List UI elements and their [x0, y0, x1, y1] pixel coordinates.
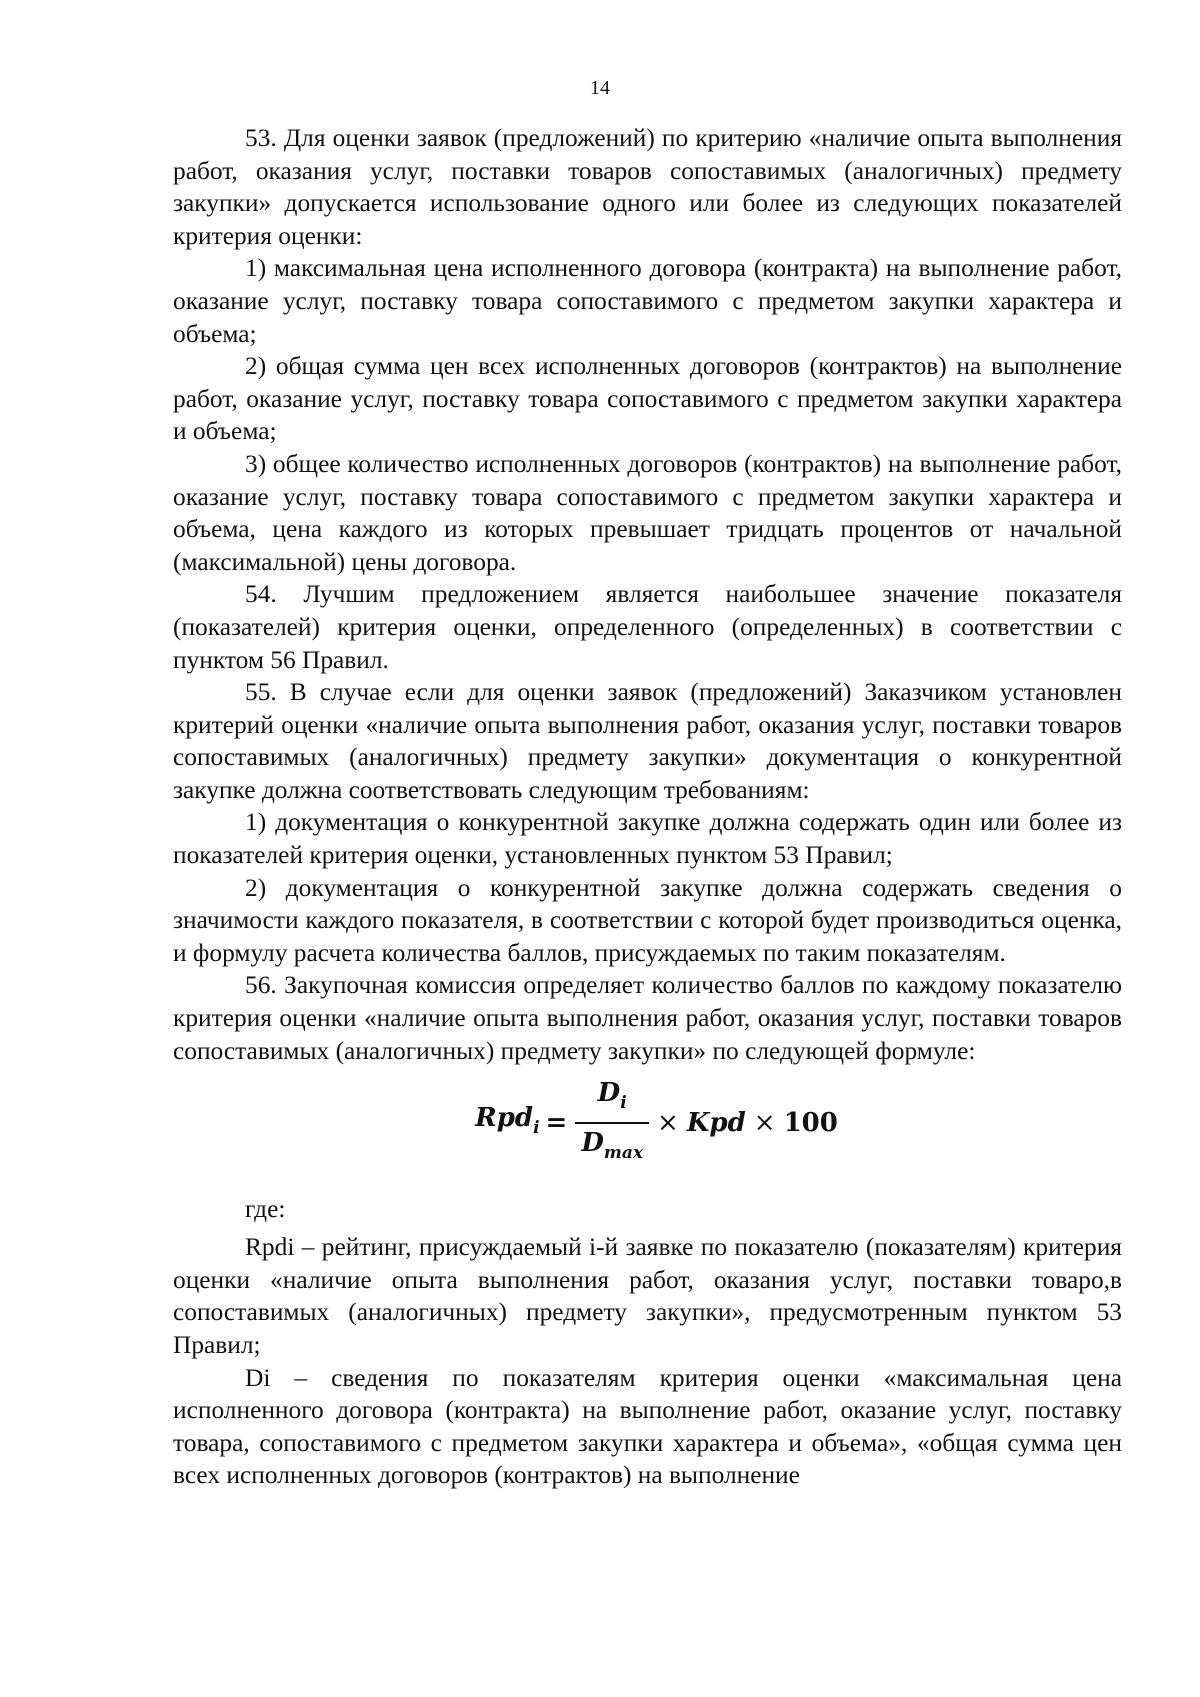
where-line: [173, 1179, 1122, 1231]
definition-di: Di – сведения по показателям критерия оценки «максимальная цена исполненного договора (контракта) на выполнение работ, оказание услуг, поставку товара, сопоставимого с предметом закупки характера и объема», «общая сумма цен всех исполненных договоров (контрактов) на выполнение: [173, 1363, 1122, 1490]
list-item-55-2: 2) документация о конкурентной закупке должна содержать сведения о значимости каждого показателя, в соответствии с которой будет производиться оценка, и формулу расчета количества баллов, присуждаемых по таким показателям.: [173, 873, 1122, 967]
definition-rpdi: Rpdi – рейтинг, присуждаемый i-й заявке по показателю (показателям) критерия оценки «наличие опыта выполнения работ, оказания услуг, поставки товаро,в сопоставимых (аналогичных) предмету закупки», предусмотренным пунктом 53 Правил;: [173, 1233, 1122, 1359]
formula-denominator-subscript: max: [603, 1143, 644, 1164]
formula-times-1: ×: [657, 1107, 679, 1138]
formula-numerator: [592, 1078, 633, 1122]
formula-lhs: [475, 1102, 539, 1145]
page-number: 14: [590, 77, 610, 99]
formula-denominator-symbol: D: [581, 1128, 604, 1159]
where-label: где:: [245, 1195, 286, 1224]
paragraph-53: 53. Для оценки заявок (предложений) по критерию «наличие опыта выполнения работ, оказания услуг, поставки товаров сопоставимых (аналогичных) предмету закупки» допускается использование одного или более из следующих показателей критерия оценки:: [173, 124, 1122, 250]
document-body: [173, 122, 1122, 1492]
formula-fraction: [575, 1078, 649, 1168]
formula-factor: Kpd: [686, 1107, 746, 1138]
formula-constant: 100: [783, 1107, 838, 1138]
formula-lhs-subscript: i: [533, 1117, 540, 1138]
formula-lhs-symbol: Rpd: [475, 1102, 534, 1133]
list-item-53-3: 3) общее количество исполненных договоров (контрактов) на выполнение работ, оказание услуг, поставку товара сопоставимого с предметом закупки характера и объема, цена каждого из которых превышает тридцать процентов от начальной (максимальной) цены договора.: [173, 449, 1122, 576]
formula-numerator-subscript: i: [620, 1093, 627, 1114]
paragraph-55: 55. В случае если для оценки заявок (предложений) Заказчиком установлен критерий оценки «наличие опыта выполнения работ, оказания услуг, поставки товаров сопоставимых (аналогичных) предмету закупки» документация о конкурентной закупке должна соответствовать следующим требованиям:: [173, 678, 1122, 804]
formula-denominator: [575, 1124, 649, 1168]
paragraph-54: 54. Лучшим предложением является наибольшее значение показателя (показателей) критерия оценки, определенного (определенных) в соответствии с пунктом 56 Правил.: [173, 580, 1122, 674]
paragraph-56: 56. Закупочная комиссия определяет количество баллов по каждому показателю критерия оценки «наличие опыта выполнения работ, оказания услуг, поставки товаров сопоставимых (аналогичных) предмету закупки» по следующей формуле:: [173, 971, 1122, 1065]
formula-numerator-symbol: D: [597, 1078, 621, 1109]
formula-equals: =: [545, 1107, 568, 1138]
formula-times-2: ×: [753, 1107, 776, 1138]
list-item-53-1: 1) максимальная цена исполненного договора (контракта) на выполнение работ, оказание услуг, поставку товара сопоставимого с предметом закупки характера и объема;: [173, 254, 1122, 348]
list-item-53-2: 2) общая сумма цен всех исполненных договоров (контрактов) на выполнение работ, оказание услуг, поставку товара сопоставимого с предметом закупки характера и объема;: [173, 352, 1122, 446]
list-item-55-1: 1) документация о конкурентной закупке должна содержать один или более из показателей критерия оценки, установленных пунктом 53 Правил;: [173, 808, 1122, 870]
rating-formula: [173, 1067, 1122, 1179]
